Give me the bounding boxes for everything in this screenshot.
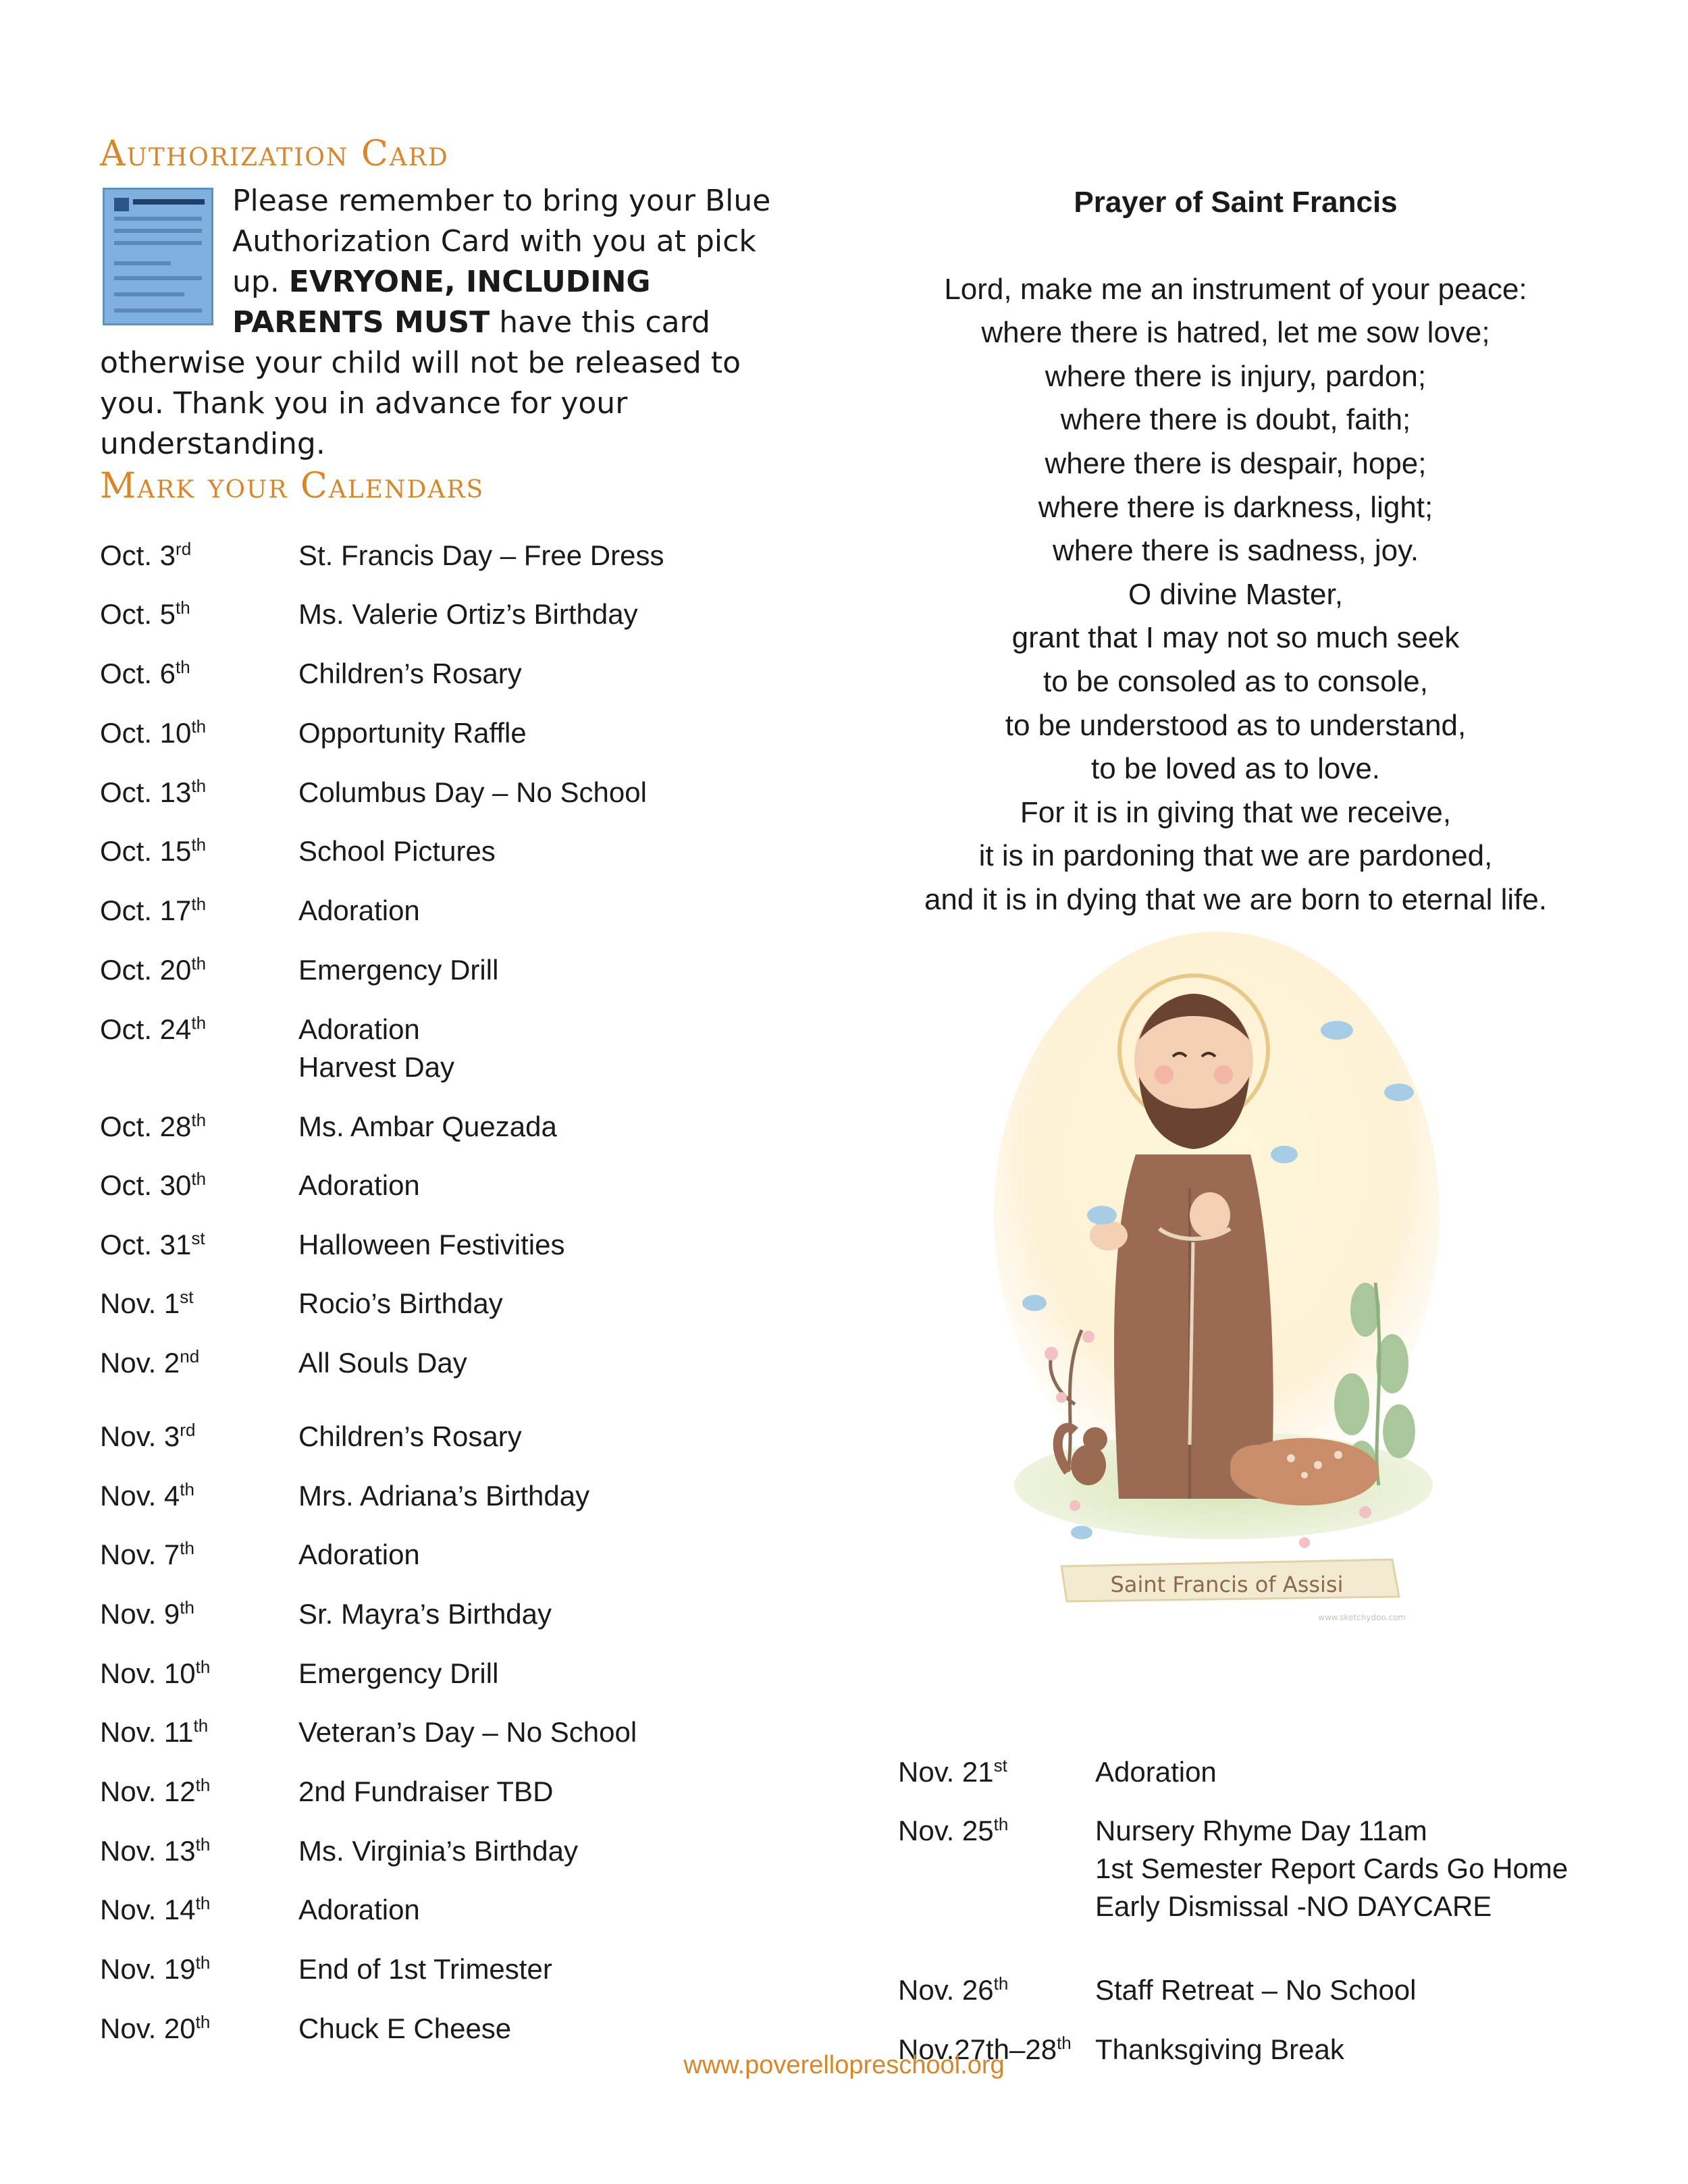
calendar-event: Ms. Valerie Ortiz’s Birthday	[298, 598, 638, 630]
calendar-event: Harvest Day	[298, 1051, 455, 1083]
calendar-event: Rocio’s Birthday	[298, 1287, 503, 1319]
calendar-event: Early Dismissal -NO DAYCARE	[1095, 1890, 1492, 1922]
authorization-text-bold: EVRYONE, INCLUDING PARENTS MUST	[232, 265, 651, 340]
prayer-line: where there is darkness, light;	[1038, 490, 1433, 524]
calendar-date: Nov.27th–28th	[898, 2033, 1072, 2065]
calendar-date: Oct. 15th	[100, 834, 207, 867]
calendar-events	[298, 1655, 498, 1693]
calendar-events	[298, 537, 664, 575]
calendar-date: Nov. 3rd	[100, 1420, 196, 1452]
calendar-event: Ms. Virginia’s Birthday	[298, 1835, 578, 1867]
calendar-events	[298, 1536, 420, 1574]
prayer-line: O divine Master,	[1128, 577, 1343, 611]
calendar-date: Oct. 20th	[100, 953, 207, 986]
footer-url[interactable]: www.poverellopreschool.org	[683, 2051, 1005, 2079]
calendar-date: Oct. 28th	[100, 1110, 207, 1142]
calendar-date: Nov. 1st	[100, 1287, 194, 1319]
left-hand	[1090, 1221, 1128, 1250]
calendar-event: Adoration	[298, 1539, 420, 1570]
calendar-event: Opportunity Raffle	[298, 717, 527, 749]
calendar-date: Nov. 9th	[100, 1597, 194, 1630]
calendar-event: Children’s Rosary	[298, 1420, 522, 1452]
prayer-line: where there is doubt, faith;	[1060, 403, 1411, 437]
calendar-events	[298, 714, 527, 752]
calendar-event: Thanksgiving Break	[1095, 2033, 1344, 2065]
calendar-event: St. Francis Day – Free Dress	[298, 539, 664, 571]
calendar-event: Adoration	[1095, 1756, 1217, 1788]
calendar-events	[298, 1285, 503, 1323]
calendar-events	[298, 1011, 454, 1086]
prayer-block	[864, 181, 1607, 922]
calendar-date: Oct. 31st	[100, 1228, 205, 1260]
prayer-line: to be understood as to understand,	[1005, 708, 1467, 742]
saint-francis-illustration	[987, 932, 1465, 1639]
calendar-events	[298, 1595, 552, 1633]
authorization-heading: Authorization Card	[100, 134, 449, 174]
banner-text: Saint Francis of Assisi	[1110, 1572, 1344, 1597]
calendar-event: Adoration	[298, 1894, 420, 1925]
calendar-events	[298, 892, 420, 930]
prayer-line: where there is injury, pardon;	[1045, 359, 1427, 393]
calendar-event: Halloween Festivities	[298, 1229, 565, 1260]
calendar-date: Nov. 10th	[100, 1657, 211, 1689]
calendar-event: End of 1st Trimester	[298, 1953, 552, 1985]
calendar-events	[298, 595, 638, 633]
prayer-lines	[864, 268, 1607, 922]
calendar-event: Veteran’s Day – No School	[298, 1716, 637, 1748]
calendar-date: Oct. 13th	[100, 776, 207, 808]
calendar-events	[1095, 1971, 1417, 2009]
calendar-events	[298, 1167, 420, 1204]
calendar-events	[298, 1108, 557, 1146]
calendar-date: Nov. 2nd	[100, 1346, 200, 1379]
prayer-line: to be loved as to love.	[1090, 752, 1381, 786]
right-hand	[1190, 1192, 1230, 1238]
calendar-events	[298, 1950, 552, 1988]
authorization-text-part2: have this card otherwise your child will not be released to you. Thank you in advance for your understanding.	[100, 305, 741, 461]
prayer-title: Prayer of Saint Francis	[1074, 186, 1398, 219]
authorization-text	[100, 181, 782, 464]
calendar-date: Oct. 3rd	[100, 539, 192, 571]
calendar-event: Ms. Ambar Quezada	[298, 1111, 557, 1142]
calendar-events	[1095, 1753, 1217, 1791]
calendar-date: Oct. 17th	[100, 894, 207, 926]
calendar-events	[298, 1344, 467, 1382]
calendar-date: Oct. 30th	[100, 1169, 207, 1201]
calendar-events	[298, 1713, 637, 1751]
calendar-event: Staff Retreat – No School	[1095, 1974, 1417, 2006]
calendar-event: Sr. Mayra’s Birthday	[298, 1598, 552, 1630]
calendar-events	[298, 2010, 511, 2048]
authorization-text-part1: Please remember to bring your Blue Authorization Card with you at pick up.	[232, 184, 771, 299]
calendar-date: Nov. 13th	[100, 1834, 211, 1867]
calendar-date: Nov. 19th	[100, 1952, 211, 1985]
prayer-line: where there is sadness, joy.	[1052, 534, 1419, 568]
prayer-line: and it is in dying that we are born to eternal life.	[924, 882, 1548, 916]
calendar-date: Nov. 21st	[898, 1755, 1007, 1788]
calendar-event: All Souls Day	[298, 1347, 467, 1379]
calendar-events	[298, 1418, 522, 1456]
calendar-date: Oct. 24th	[100, 1013, 207, 1045]
calendar-date: Nov. 7th	[100, 1538, 194, 1570]
calendar-date: Nov. 4th	[100, 1479, 194, 1512]
prayer-line: Lord, make me an instrument of your peace:	[944, 272, 1527, 306]
calendar-event: Adoration	[298, 1013, 420, 1045]
calendar-event: Adoration	[298, 895, 420, 926]
prayer-line: where there is despair, hope;	[1045, 446, 1427, 480]
calendar-event: Emergency Drill	[298, 954, 499, 986]
calendar-event: Nursery Rhyme Day 11am	[1095, 1815, 1427, 1846]
calendar-event: Mrs. Adriana’s Birthday	[298, 1480, 590, 1512]
prayer-line: where there is hatred, let me sow love;	[981, 316, 1490, 350]
prayer-line: to be consoled as to console,	[1043, 664, 1428, 698]
calendar-date: Oct. 10th	[100, 716, 207, 749]
calendar-events	[298, 1891, 420, 1929]
calendar-date: Oct. 5th	[100, 597, 190, 630]
calendar-event: Columbus Day – No School	[298, 776, 647, 808]
calendar-event: Children’s Rosary	[298, 658, 522, 689]
calendar-events	[298, 1226, 565, 1264]
calendar-date: Nov. 25th	[898, 1814, 1009, 1846]
calendar-date: Nov. 26th	[898, 1973, 1009, 2006]
calendar-events	[298, 832, 496, 870]
calendar-event: 2nd Fundraiser TBD	[298, 1776, 554, 1807]
calendar-date: Nov. 12th	[100, 1775, 211, 1807]
calendar-events	[298, 1832, 578, 1870]
calendar-events	[298, 951, 498, 989]
calendar-events	[298, 1477, 589, 1515]
calendar-events	[298, 655, 522, 693]
calendar-date: Nov. 14th	[100, 1893, 211, 1925]
calendar-event: Chuck E Cheese	[298, 2013, 512, 2044]
calendar-event: Emergency Drill	[298, 1657, 499, 1689]
calendar-events	[298, 1773, 553, 1811]
calendar-event: School Pictures	[298, 835, 496, 867]
calendar-event: 1st Semester Report Cards Go Home	[1095, 1853, 1568, 1884]
prayer-line: For it is in giving that we receive,	[1020, 795, 1452, 829]
prayer-line: grant that I may not so much seek	[1011, 621, 1460, 655]
calendar-events	[1095, 1812, 1568, 1925]
deer	[1230, 1438, 1379, 1506]
calendar-date: Nov. 20th	[100, 2012, 211, 2044]
watermark-text: www.sketchydoo.com	[1318, 1613, 1406, 1622]
calendar-date: Oct. 6th	[100, 657, 190, 689]
prayer-line: it is in pardoning that we are pardoned,	[978, 839, 1493, 873]
calendar-date: Nov. 11th	[100, 1715, 209, 1748]
calendar-events	[298, 774, 647, 811]
calendar-event: Adoration	[298, 1169, 420, 1201]
calendar-heading: Mark your Calendars	[100, 466, 485, 506]
